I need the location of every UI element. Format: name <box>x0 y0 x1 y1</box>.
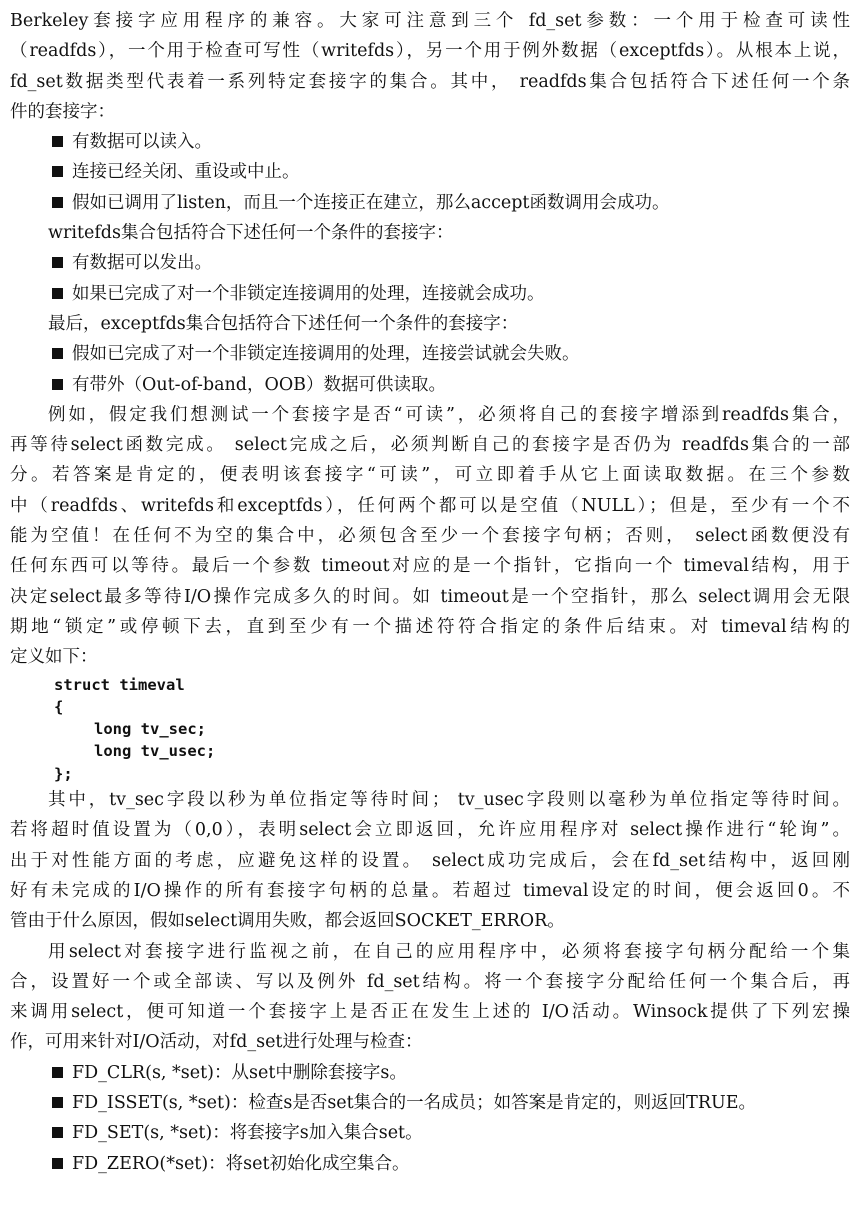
square-bullet-icon <box>52 166 63 177</box>
readfds-list <box>10 127 850 218</box>
square-bullet-icon <box>52 197 63 208</box>
text-line: Berkeley套接字应用程序的兼容。大家可注意到三个 fd_set参数：一个用于检查可读性 <box>10 11 850 31</box>
exceptfds-intro: 最后，exceptfds集合包括符合下述任何一个条件的套接字： <box>48 313 519 334</box>
list-item: 有带外（Out-of-band，OOB）数据可供读取。 <box>10 370 850 400</box>
code-line: { <box>54 697 64 716</box>
square-bullet-icon <box>52 1127 63 1138</box>
macro-list <box>10 1058 850 1179</box>
text-line: 再等待select函数完成。 select完成之后，必须判断自己的套接字是否仍为 readfds集合的一部 <box>10 435 850 456</box>
square-bullet-icon <box>52 348 63 359</box>
list-item: 假如已调用了listen，而且一个连接正在建立，那么accept函数调用会成功。 <box>10 188 850 218</box>
text-line: 例如，假定我们想测试一个套接字是否“可读”，必须将自己的套接字增添到readfds集合， <box>48 404 850 425</box>
square-bullet-icon <box>52 1097 63 1108</box>
square-bullet-icon <box>52 136 63 147</box>
text-line: 能为空值！在任何不为空的集合中，必须包含至少一个套接字句柄；否则， select函数便没有 <box>10 526 850 547</box>
timeval-paragraph <box>10 785 850 936</box>
text-line: 管由于什么原因，假如select调用失败，都会返回SOCKET_ERROR。 <box>10 911 565 932</box>
text-line: 出于对性能方面的考虑，应避免这样的设置。 select成功完成后，会在fd_set结构中，返回刚 <box>10 850 850 871</box>
text-line: 用select对套接字进行监视之前，在自己的应用程序中，必须将套接字句柄分配给一个集 <box>48 941 850 962</box>
code-line: struct timeval <box>54 675 185 694</box>
list-item: FD_ZERO(*set)：将set初始化成空集合。 <box>10 1149 850 1179</box>
code-line: }; <box>54 764 73 783</box>
text-line: fd_set数据类型代表着一系列特定套接字的集合。其中， readfds集合包括符合下述任何一个条 <box>10 71 850 92</box>
square-bullet-icon <box>52 257 63 268</box>
list-item: 连接已经关闭、重设或中止。 <box>10 157 850 187</box>
list-item: FD_ISSET(s, *set)：检查s是否set集合的一名成员；如答案是肯定的，则返回TRUE。 <box>10 1088 850 1118</box>
list-item: FD_CLR(s, *set)：从set中删除套接字s。 <box>10 1058 850 1088</box>
text-line: 分。若答案是肯定的，便表明该套接字“可读”，可立即着手从它上面读取数据。在三个参数 <box>10 465 850 486</box>
list-item: 假如已完成了对一个非锁定连接调用的处理，连接尝试就会失败。 <box>10 339 850 369</box>
writefds-intro: writefds集合包括符合下述任何一个条件的套接字： <box>48 223 454 244</box>
list-item: FD_SET(s, *set)：将套接字s加入集合set。 <box>10 1118 850 1148</box>
list-item: 有数据可以发出。 <box>10 248 850 278</box>
square-bullet-icon <box>52 379 63 390</box>
intro-paragraph <box>10 6 850 127</box>
text-line: 其中，tv_sec字段以秒为单位指定等待时间； tv_usec字段则以毫秒为单位指定等待时间。 <box>48 790 850 811</box>
text-line: （readfds），一个用于检查可写性（writefds），另一个用于例外数据（exceptfds）。从根本上说， <box>10 41 850 62</box>
exceptfds-list <box>10 339 850 400</box>
text-line: 决定select最多等待I/O操作完成多久的时间。如 timeout是一个空指针，那么 select调用会无限 <box>10 586 850 607</box>
code-block <box>10 674 850 785</box>
code-line: long tv_sec; <box>94 720 206 739</box>
macros-paragraph <box>10 937 850 1058</box>
text-line: 来调用select，便可知道一个套接字上是否正在发生上述的 I/O活动。Winsock提供了下列宏操 <box>10 1002 850 1023</box>
writefds-list <box>10 248 850 309</box>
text-line: 作，可用来针对I/O活动，对fd_set进行处理与检查： <box>10 1032 423 1053</box>
text-line: 若将超时值设置为（0,0），表明select会立即返回，允许应用程序对 select操作进行“轮询”。 <box>10 820 850 841</box>
square-bullet-icon <box>52 1158 63 1169</box>
text-line: 好有未完成的I/O操作的所有套接字句柄的总量。若超过 timeval设定的时间，便会返回0。不 <box>10 880 850 901</box>
text-line: 期地“锁定”或停顿下去，直到至少有一个描述符符合指定的条件后结束。对 timeval结构的 <box>10 616 850 637</box>
text-line: 件的套接字： <box>10 101 115 122</box>
text-line: 合，设置好一个或全部读、写以及例外 fd_set结构。将一个套接字分配给任何一个集合后，再 <box>10 971 850 992</box>
square-bullet-icon <box>52 1067 63 1078</box>
code-line: long tv_usec; <box>94 742 216 761</box>
text-line: 任何东西可以等待。最后一个参数 timeout对应的是一个指针，它指向一个 timeval结构，用于 <box>10 556 850 577</box>
list-item: 如果已完成了对一个非锁定连接调用的处理，连接就会成功。 <box>10 279 850 309</box>
square-bullet-icon <box>52 288 63 299</box>
text-line: 中（readfds、writefds和exceptfds），任何两个都可以是空值（NULL）；但是，至少有一个不 <box>10 495 850 516</box>
text-line: 定义如下： <box>10 647 98 668</box>
example-paragraph <box>10 400 850 673</box>
list-item: 有数据可以读入。 <box>10 127 850 157</box>
